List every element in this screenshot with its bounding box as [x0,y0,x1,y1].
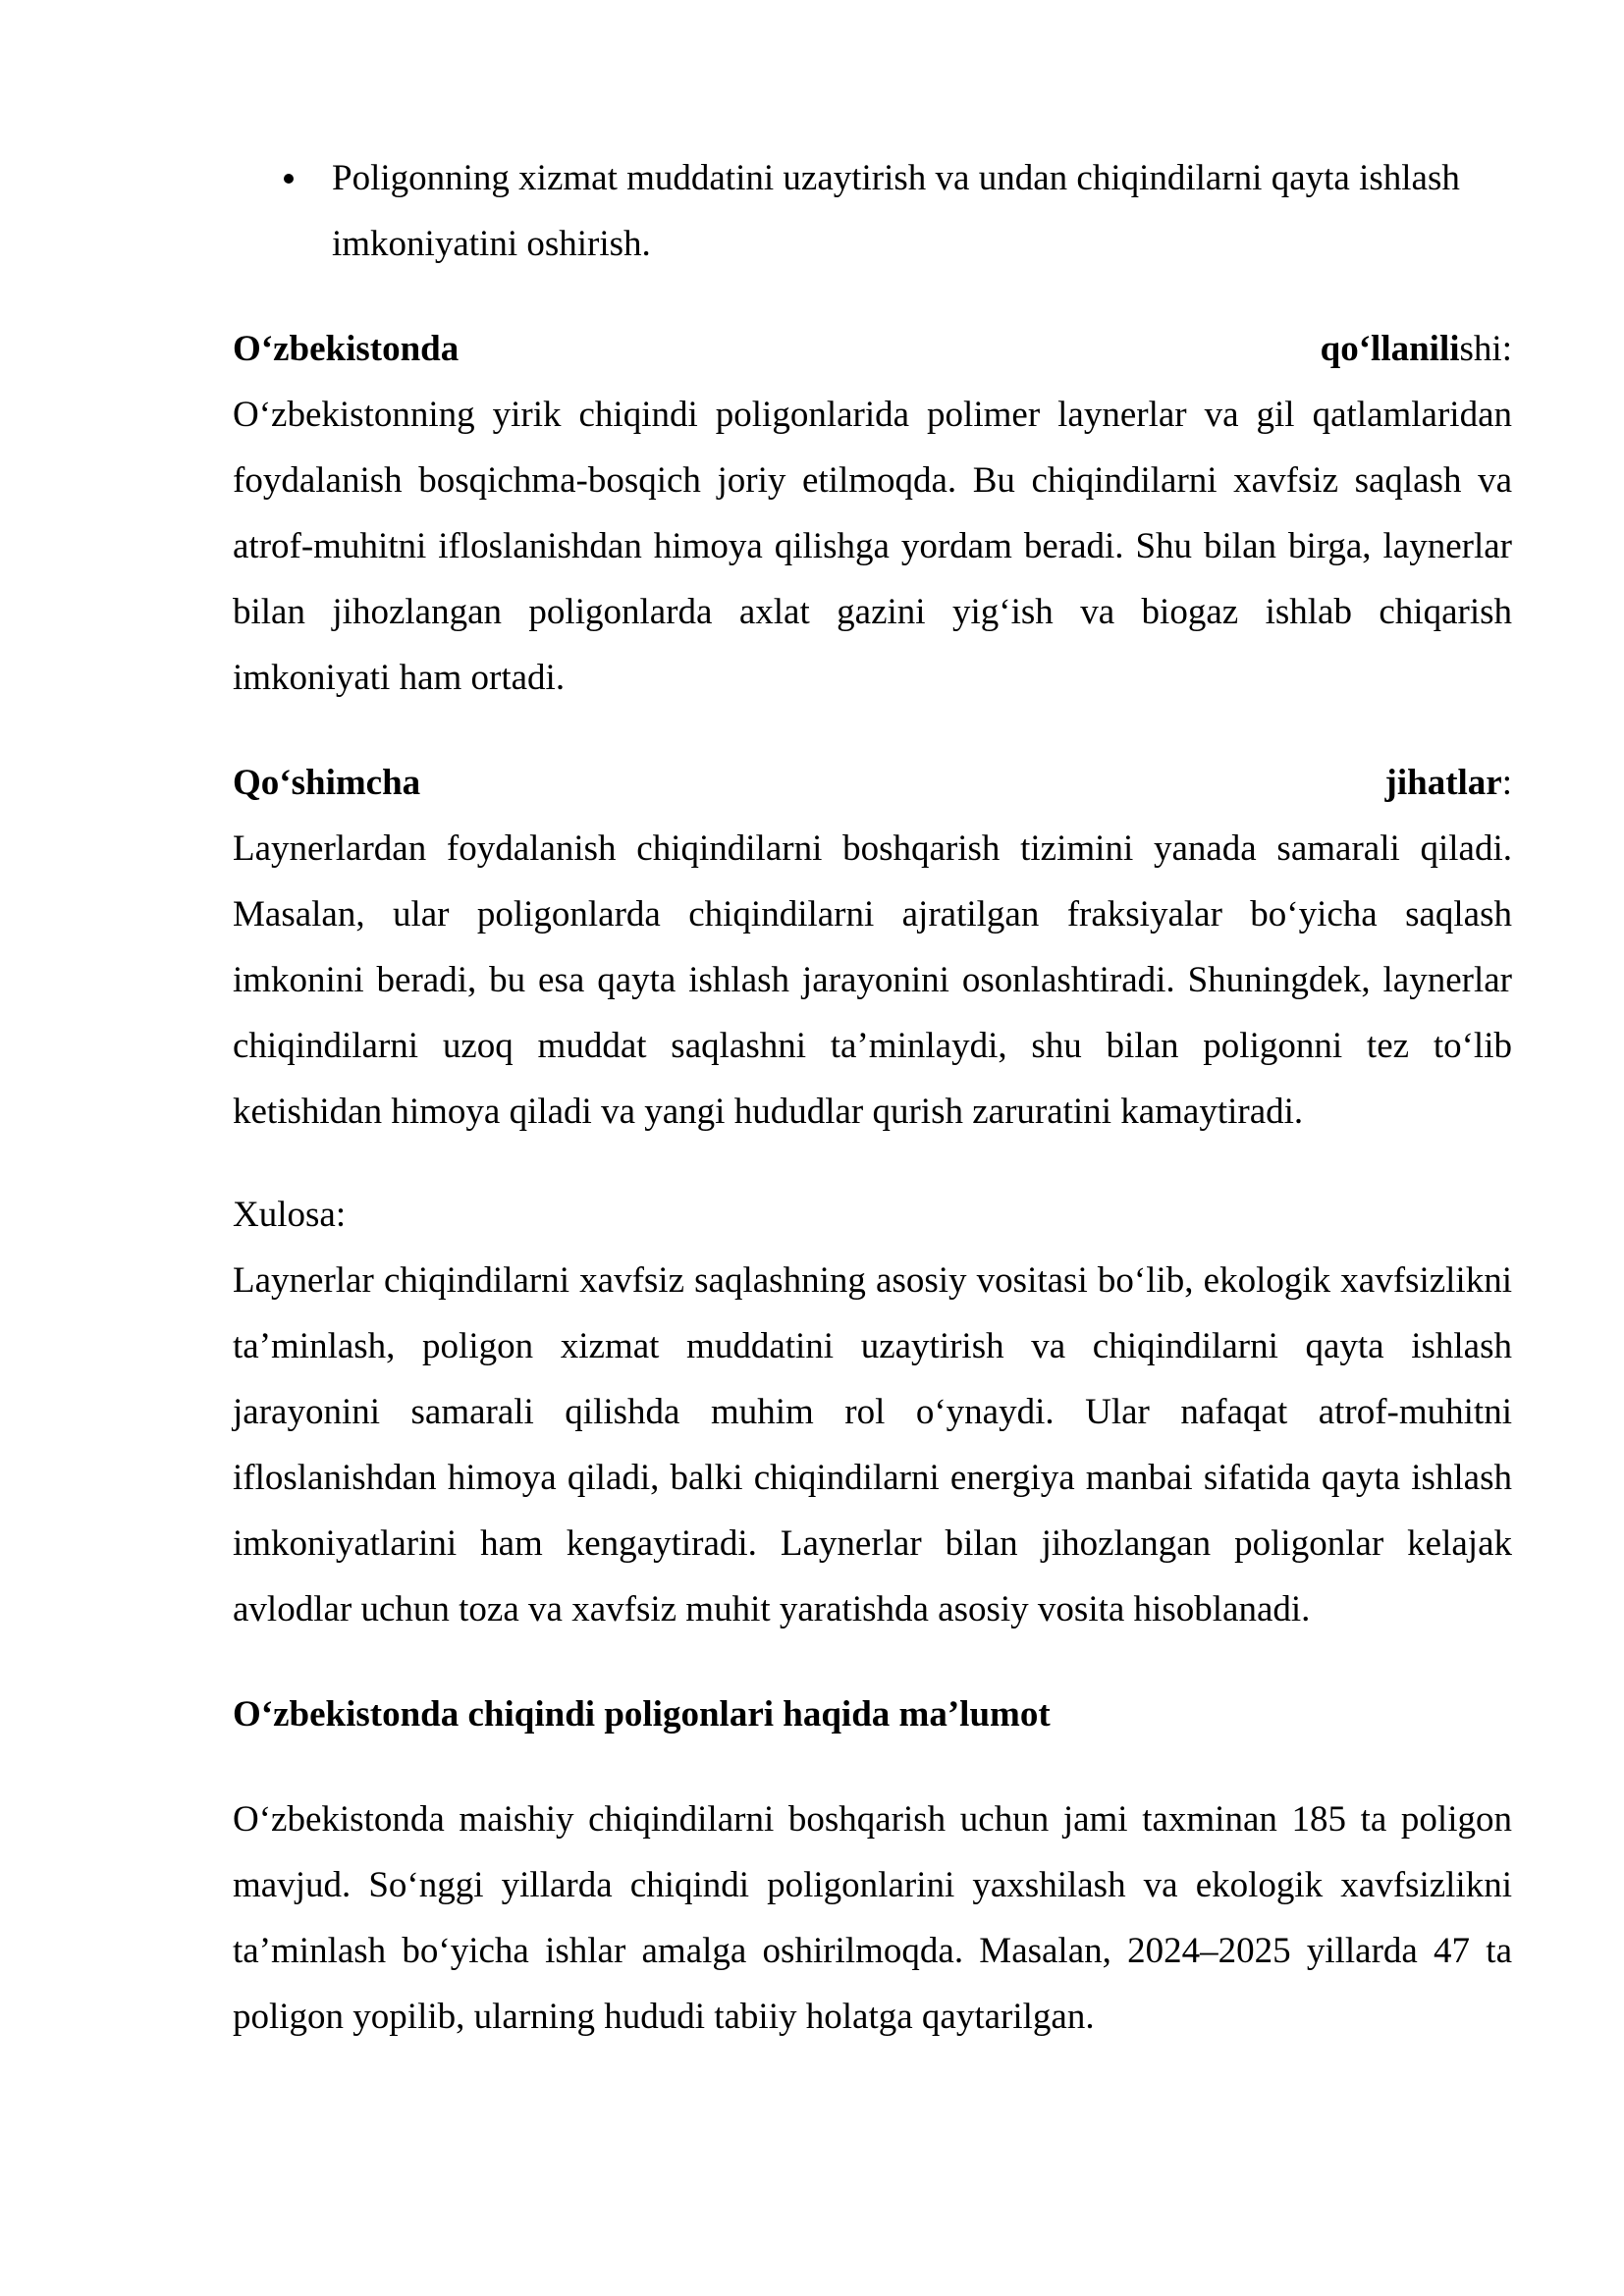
conclusion-heading: Xulosa: [233,1195,347,1235]
heading-right-bold: qo‘llanili [1320,329,1460,369]
bullet-dot-icon [284,174,294,184]
section-body-additional: Laynerlardan foydalanish chiqindilarni boshqarish tizimini yanada samarali qiladi. Masalan, ular poligonlarda chiqindilarni ajratilgan fraksiyalar bo‘yicha saqlash imkonini beradi, bu esa qayta ishlash jarayonini osonlashtiradi. Shuningdek, laynerlar chiqindilarni uzoq muddat saqlashni ta’minlaydi, shu bilan poligonni tez to‘lib ketishidan himoya qiladi va yangi hududlar qurish zaruratini kamaytiradi. [233,828,1512,1132]
heading-left: Qo‘shimcha [233,763,421,803]
page-content [233,145,1512,2050]
bullet-text: Poligonning xizmat muddatini uzaytirish va undan chiqindilarni qayta ishlash imkoniyatini oshirish. [332,158,1460,264]
heading-right-regular: : [1501,763,1512,803]
conclusion-body: Laynerlar chiqindilarni xavfsiz saqlashning asosiy vositasi bo‘lib, ekologik xavfsizlikni ta’minlash, poligon xizmat muddatini uzaytirish va chiqindilarni qayta ishlash jarayonini samarali qilishda muhim rol o‘ynaydi. Ular nafaqat atrof-muhitni ifloslanishdan himoya qiladi, balki chiqindilarni energiya manbai sifatida qayta ishlash imkoniyatlarini ham kengaytiradi. Laynerlar bilan jihozlangan poligonlar kelajak avlodlar uchun toza va xavfsiz muhit yaratishda asosiy vosita hisoblanadi. [233,1260,1512,1629]
heading-left: O‘zbekistonda [233,329,460,369]
section-heading-additional [233,750,1512,816]
section-body-application: O‘zbekistonning yirik chiqindi poligonlarida polimer laynerlar va gil qatlamlaridan foydalanish bosqichma-bosqich joriy etilmoqda. Bu chiqindilarni xavfsiz saqlash va atrof-muhitni ifloslanishdan himoya qilishga yordam beradi. Shu bilan birga, laynerlar bilan jihozlangan poligonlarda axlat gazini yig‘ish va biogaz ishlab chiqarish imkoniyati ham ortadi. [233,395,1512,698]
heading-right [1385,750,1512,816]
heading-right-bold: jihatlar [1384,763,1502,803]
bullet-list [233,145,1512,277]
bullet-item [233,145,1512,277]
info-heading: O‘zbekistonda chiqindi poligonlari haqida ma’lumot [233,1694,1051,1735]
section-heading-application [233,316,1512,382]
heading-right-regular: shi: [1459,329,1512,369]
info-body: O‘zbekistonda maishiy chiqindilarni boshqarish uchun jami taxminan 185 ta poligon mavjud. So‘nggi yillarda chiqindi poligonlarini yaxshilash va ekologik xavfsizlikni ta’minlash bo‘yicha ishlar amalga oshirilmoqda. Masalan, 2024–2025 yillarda 47 ta poligon yopilib, ularning hududi tabiiy holatga qaytarilgan. [233,1799,1512,2037]
heading-right [1321,316,1512,382]
